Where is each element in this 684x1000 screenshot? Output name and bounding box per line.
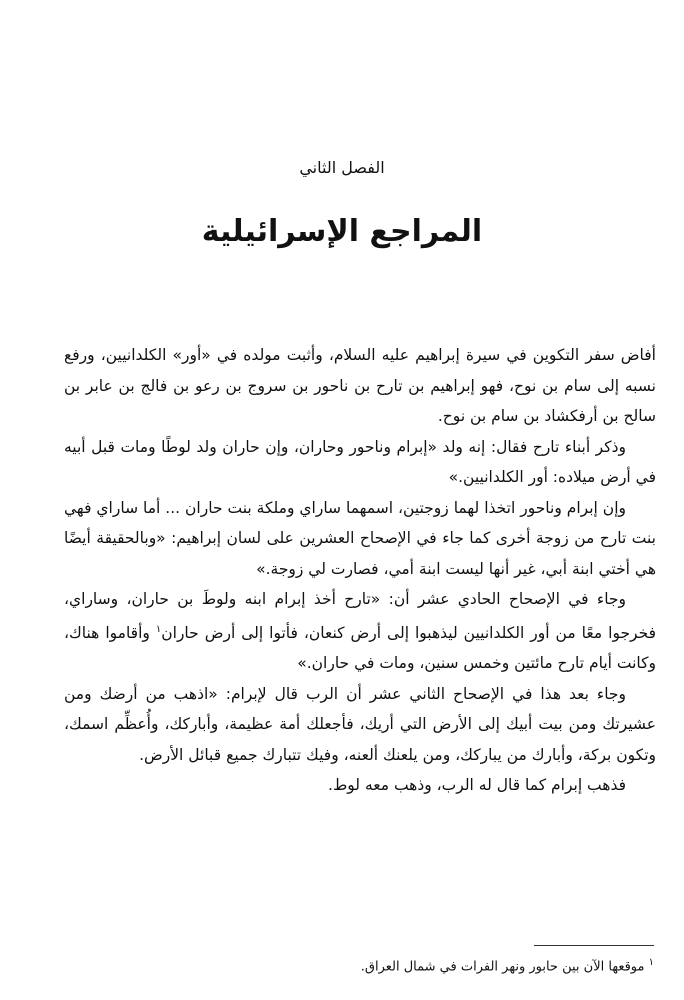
footnote-reference: ١ [155, 623, 162, 635]
paragraph-4-part-2: وأقاموا هناك، وكانت أيام تارح مائتين وخمس سنين، ومات في حاران.» [64, 623, 656, 673]
chapter-title: المراجع الإسرائيلية [201, 214, 483, 249]
paragraph-4-part-1: وجاء في الإصحاح الحادي عشر أن: «تارح أخذ إبرام ابنه ولوطَ بن حاران، وساراي، فخرجوا معًا من أور الكلدانيين ليذهبوا إلى أرض كنعان، فأتوا إلى أرض حاران [64, 590, 656, 642]
footnote-divider [534, 945, 654, 946]
paragraph-1: أفاض سفر التكوين في سيرة إبراهيم عليه السلام، وأثبت مولده في «أور» الكلدانيين، ورفع نسبه إلى سام بن نوح، فهو إبراهيم بن تارح بن ناحور بن سروج بن رعو بن فالج بن عابر بن سالح بن أرفكشاد بن سام بن نوح. [64, 346, 656, 425]
paragraph-3: وإن إبرام وناحور اتخذا لهما زوجتين، اسمهما ساراي وملكة بنت حاران ... أما ساراي فهي بنت تارح من زوجة أخرى كما جاء في الإصحاح العشرين على لسان إبراهيم: «وبالحقيقة أيضًا هي أختي ابنة أبي، غير أنها ليست ابنة أمي، فصارت لي زوجة.» [64, 498, 656, 578]
paragraph-2: وذكر أبناء تارح فقال: إنه ولد «إبرام وناحور وحاران، وإن حاران ولد لوطًا ومات قبل أبيه في أرض ميلاده: أور الكلدانيين.» [64, 437, 656, 486]
paragraph-5: وجاء بعد هذا في الإصحاح الثاني عشر أن الرب قال لإبرام: «اذهب من أرضك ومن عشيرتك ومن بيت أبيك إلى الأرض التي أريك، فأجعلك أمة عظيمة، وأباركك، وأُعظِّم اسمك، وتكون بركة، وأبارك من يباركك، ومن يلعنك ألعنه، وفيك تتبارك جميع قبائل الأرض. [64, 684, 656, 764]
footnote-marker: ١ [648, 957, 654, 968]
footnote-text: موقعها الآن بين حابور ونهر الفرات في شمال العراق. [360, 959, 649, 975]
footnote [54, 957, 654, 974]
chapter-label: الفصل الثاني [299, 158, 385, 177]
paragraph-4 [64, 584, 656, 679]
body-text [64, 340, 656, 801]
paragraph-6: فذهب إبرام كما قال له الرب، وذهب معه لوط. [328, 776, 626, 795]
